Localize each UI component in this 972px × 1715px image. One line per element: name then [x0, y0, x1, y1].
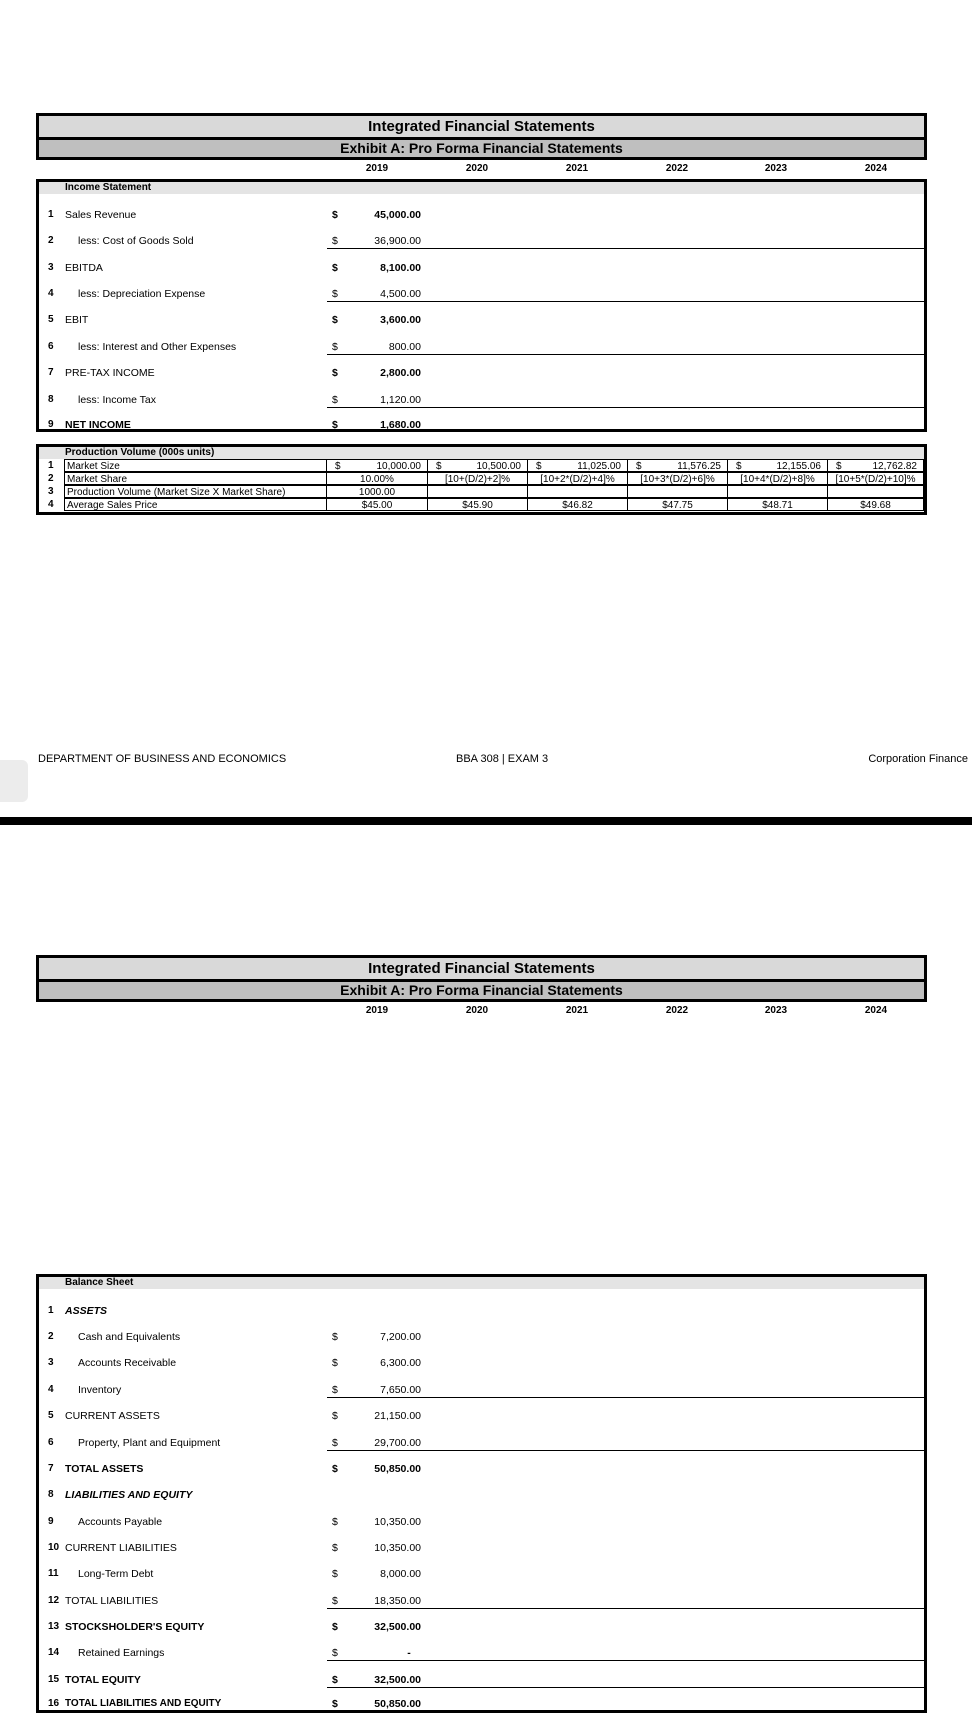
income-row: 6 less: Interest and Other Expenses $ 800.00	[39, 338, 924, 358]
balance-row: 11 Long-Term Debt $ 8,000.00	[48, 1568, 421, 1580]
income-row: 8 less: Income Tax $ 1,120.00	[39, 391, 924, 411]
production-row-volume: 3 Production Volume (Market Size X Market Share) 1000.00	[39, 485, 924, 498]
year-2019: 2019	[365, 163, 389, 174]
year-2020: 2020	[465, 1005, 489, 1016]
page1-subtitle: Exhibit A: Pro Forma Financial Statements	[36, 140, 927, 160]
balance-sheet-heading: Balance Sheet	[39, 1277, 924, 1289]
year-2023: 2023	[764, 163, 788, 174]
balance-sheet	[36, 1274, 927, 1713]
year-2022: 2022	[665, 1005, 689, 1016]
page2-subtitle: Exhibit A: Pro Forma Financial Statements	[36, 982, 927, 1002]
balance-row-total-assets: 7 TOTAL ASSETS $ 50,850.00	[48, 1463, 421, 1475]
production-volume-table	[36, 444, 927, 515]
year-2022: 2022	[665, 163, 689, 174]
balance-row: 1 ASSETS	[48, 1305, 108, 1317]
page2-header	[36, 955, 927, 1021]
income-statement-heading: Income Statement	[39, 182, 924, 194]
balance-row: 5 CURRENT ASSETS $ 21,150.00	[48, 1410, 421, 1422]
balance-row: 3 Accounts Receivable $ 6,300.00	[48, 1357, 421, 1369]
income-row: 4 less: Depreciation Expense $ 4,500.00	[39, 285, 924, 305]
balance-row: 2 Cash and Equivalents $ 7,200.00	[48, 1331, 421, 1343]
page-divider	[0, 817, 972, 825]
balance-row: 12 TOTAL LIABILITIES $ 18,350.00	[39, 1592, 924, 1612]
income-row: 7 PRE-TAX INCOME $ 2,800.00	[48, 367, 421, 379]
year-2020: 2020	[465, 163, 489, 174]
page1-header	[36, 113, 927, 179]
income-row-net-income: 9 NET INCOME $ 1,680.00	[48, 419, 421, 431]
balance-row: 8 LIABILITIES AND EQUITY	[48, 1489, 193, 1501]
income-row: 5 EBIT $ 3,600.00	[48, 314, 421, 326]
balance-row: 6 Property, Plant and Equipment $ 29,700.00	[39, 1434, 924, 1454]
footer-subject: Corporation Finance	[868, 753, 968, 765]
balance-row: 15 TOTAL EQUITY $ 32,500.00	[39, 1671, 924, 1691]
year-2023: 2023	[764, 1005, 788, 1016]
balance-row-total-liabilities-equity: 16 TOTAL LIABILITIES AND EQUITY $ 50,850.00	[48, 1698, 421, 1710]
balance-row: 4 Inventory $ 7,650.00	[39, 1381, 924, 1401]
balance-row: 13 STOCKSHOLDER'S EQUITY $ 32,500.00	[48, 1621, 421, 1633]
production-row-market-share: 2 Market Share 10.00% [10+(D/2)+2]% [10+2*(D/2)+4]% [10+3*(D/2)+6]% [10+4*(D/2)+8]% [10+5*(D/2)+10]%	[39, 472, 924, 485]
year-2021: 2021	[565, 1005, 589, 1016]
footer-department: DEPARTMENT OF BUSINESS AND ECONOMICS	[38, 753, 287, 765]
side-tab[interactable]	[0, 760, 28, 802]
income-row: 1 Sales Revenue $ 45,000.00	[48, 209, 421, 221]
page1-year-header	[36, 160, 927, 179]
year-2019: 2019	[365, 1005, 389, 1016]
balance-row: 9 Accounts Payable $ 10,350.00	[48, 1516, 421, 1528]
production-heading: Production Volume (000s units)	[39, 447, 924, 459]
balance-row: 14 Retained Earnings $ -	[39, 1644, 924, 1664]
year-2021: 2021	[565, 163, 589, 174]
income-row: 3 EBITDA $ 8,100.00	[48, 262, 421, 274]
income-row: 2 less: Cost of Goods Sold $ 36,900.00	[39, 232, 924, 252]
year-2024: 2024	[864, 1005, 888, 1016]
production-row-price: 4 Average Sales Price $45.00 $45.90 $46.82 $47.75 $48.71 $49.68	[39, 498, 924, 511]
page2-year-header	[36, 1002, 927, 1021]
year-2024: 2024	[864, 163, 888, 174]
production-row-market-size: 1 Market Size $ 10,000.00 $ 10,500.00 $ 11,025.00 $ 11,576.25 $ 12,155.06 $ 12,762.82	[39, 459, 924, 472]
income-statement	[36, 179, 927, 432]
footer-course: BBA 308 | EXAM 3	[456, 753, 549, 765]
balance-row: 10 CURRENT LIABILITIES $ 10,350.00	[48, 1542, 421, 1554]
page2-title: Integrated Financial Statements	[36, 955, 927, 982]
page1-title: Integrated Financial Statements	[36, 113, 927, 140]
